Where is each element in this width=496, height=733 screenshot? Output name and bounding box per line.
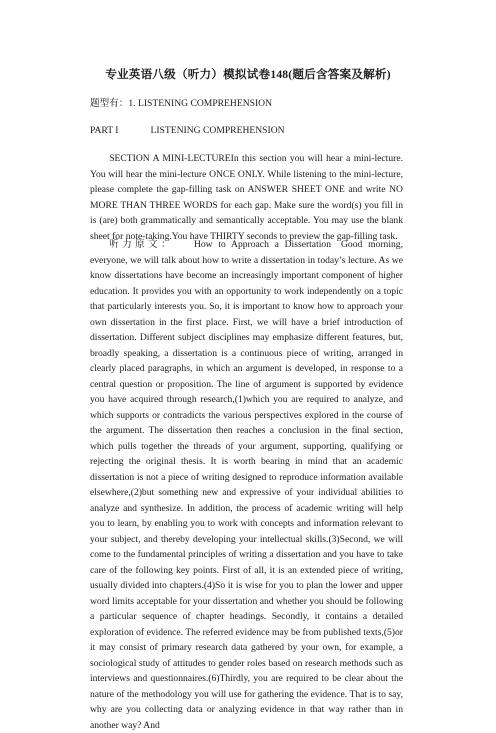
- document-title: 专业英语八级（听力）模拟试卷148(题后含答案及解析): [105, 68, 391, 81]
- transcript-title: How to Approach a Dissertation: [193, 239, 331, 250]
- part-heading: [90, 125, 285, 137]
- transcript-body: Good morning, everyone, we will talk about how to write a dissertation in today’s lecture. As we know dissertations have become an increasingly important component of higher education. It provides you with an opportunity to work independently on a topic that particularly interests you. So, it is important to know how to approach your own dissertation in the first place. First, we will have a brief introduction of dissertation. Different subject disciplines may emphasize different features, but, broadly speaking, a dissertation is a continuous piece of writing, arranged in clearly placed paragraphs, in which an argument is developed, in response to a central question or proposition. The line of argument is supported by evidence you have acquired through research,(1)which you are required to analyze, and which supports or contradicts the various perspectives explored in the course of the argument. The dissertation then reaches a conclusion in the final section, which pulls together the threads of your argument, supporting, qualifying or rejecting the original thesis. It is worth bearing in mind that an academic dissertation is not a piece of writing designed to reproduce information available elsewhere,(2)but something new and expressive of your individual abilities to analyze and synthesize. In addition, the process of academic writing will help you to learn, by enabling you to work with concepts and information relevant to your subject, and thereby developing your intellectual skills.(3)Second, we will come to the fundamental principles of writing a dissertation and you have to take care of the following key points. First of all, it is an extended piece of writing, usually divided into chapters.(4)So it is wise for you to plan the lower and upper word limits acceptable for your dissertation and whether you should be following a particular sequence of chapter headings. Secondly, it contains a detailed exploration of evidence. The referred evidence may be from published texts,(5)or it may consist of primary research data gathered by your own, for example, a sociological study of attitudes to gender roles based on research methods such as interviews and questionnaires.(6)Thirdly, you are required to be clear about the nature of the methodology you will use for gathering the evidence. That is to say, why are you collecting data or analyzing evidence in that way rather than in another way? And: [90, 239, 403, 731]
- question-type-line: 题型有：1. LISTENING COMPREHENSION: [90, 98, 273, 109]
- transcript-label: 听力原文：: [109, 239, 174, 250]
- part-title: LISTENING COMPREHENSION: [150, 125, 285, 136]
- part-label: PART I: [90, 125, 119, 136]
- transcript-paragraph: [90, 237, 403, 733]
- section-instructions: SECTION A MINI-LECTUREIn this section you will hear a mini-lecture. You will hear the mini-lecture ONCE ONLY. While listening to the mini-lecture, please complete the gap-filling task on ANSWER SHEET ONE and write NO MORE THAN THREE WORDS for each gap. Make sure the word(s) you fill in is (are) both grammatically and semantically acceptable. You may use the blank sheet for note-taking.You have THIRTY seconds to preview the gap-filling task.: [90, 153, 403, 242]
